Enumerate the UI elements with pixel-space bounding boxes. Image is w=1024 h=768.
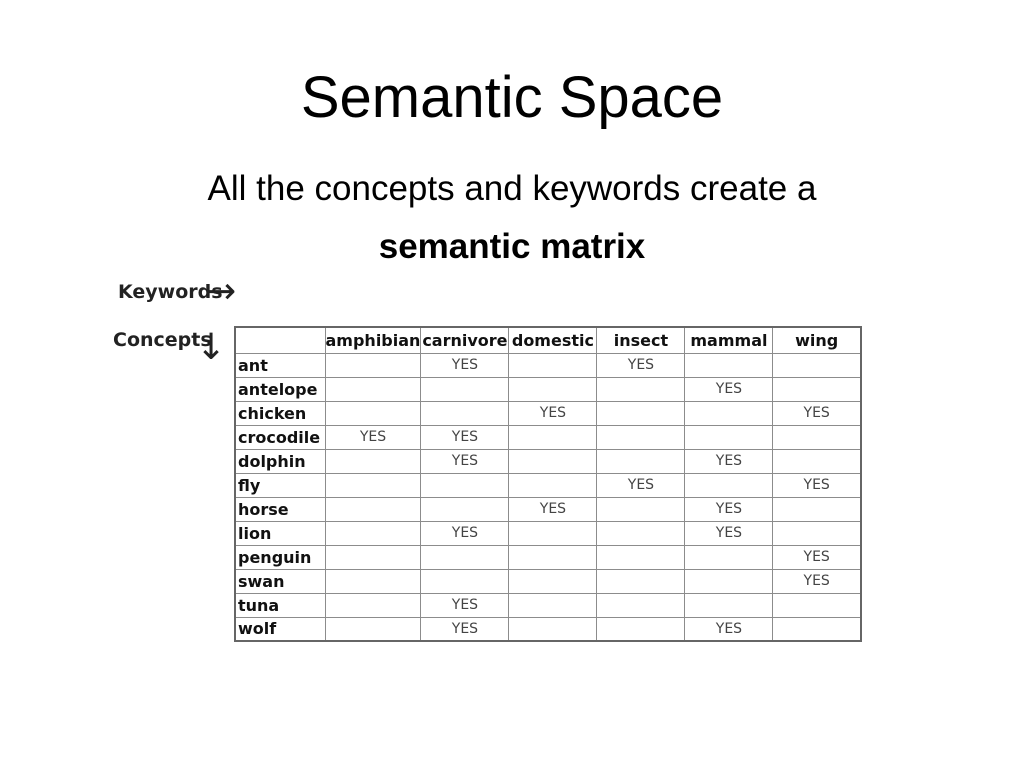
matrix-cell-tuna-domestic	[509, 593, 597, 617]
table-row	[235, 497, 861, 521]
keyword-header-wing: wing	[773, 327, 861, 353]
concept-label-swan: swan	[235, 569, 325, 593]
matrix-cell-penguin-wing: YES	[773, 545, 861, 569]
matrix-cell-horse-carnivore	[421, 497, 509, 521]
matrix-cell-swan-carnivore	[421, 569, 509, 593]
keywords-label: Keywords	[118, 281, 223, 303]
semantic-matrix-table	[234, 326, 862, 642]
arrow-right-icon: →	[206, 271, 237, 312]
matrix-cell-ant-carnivore: YES	[421, 353, 509, 377]
matrix-cell-horse-amphibian	[325, 497, 421, 521]
matrix-cell-swan-wing: YES	[773, 569, 861, 593]
matrix-cell-crocodile-carnivore: YES	[421, 425, 509, 449]
matrix-cell-ant-insect: YES	[597, 353, 685, 377]
matrix-cell-wolf-wing	[773, 617, 861, 641]
matrix-cell-penguin-domestic	[509, 545, 597, 569]
concept-label-wolf: wolf	[235, 617, 325, 641]
table-row	[235, 449, 861, 473]
matrix-cell-crocodile-insect	[597, 425, 685, 449]
matrix-cell-lion-insect	[597, 521, 685, 545]
concept-label-antelope: antelope	[235, 377, 325, 401]
matrix-cell-fly-insect: YES	[597, 473, 685, 497]
arrow-down-icon: ↓	[196, 327, 227, 368]
matrix-cell-crocodile-amphibian: YES	[325, 425, 421, 449]
matrix-cell-penguin-carnivore	[421, 545, 509, 569]
matrix-cell-antelope-mammal: YES	[685, 377, 773, 401]
table-row	[235, 569, 861, 593]
slide-subtitle-emphasis: semantic matrix	[378, 227, 646, 266]
matrix-cell-dolphin-mammal: YES	[685, 449, 773, 473]
matrix-cell-wolf-amphibian	[325, 617, 421, 641]
matrix-cell-ant-amphibian	[325, 353, 421, 377]
slide-subtitle: All the concepts and keywords create a	[207, 169, 817, 208]
matrix-cell-penguin-amphibian	[325, 545, 421, 569]
matrix-cell-chicken-wing: YES	[773, 401, 861, 425]
matrix-cell-lion-amphibian	[325, 521, 421, 545]
matrix-cell-crocodile-domestic	[509, 425, 597, 449]
matrix-cell-swan-amphibian	[325, 569, 421, 593]
concept-label-tuna: tuna	[235, 593, 325, 617]
matrix-cell-horse-mammal: YES	[685, 497, 773, 521]
concept-label-ant: ant	[235, 353, 325, 377]
keyword-header-insect: insect	[597, 327, 685, 353]
matrix-cell-antelope-domestic	[509, 377, 597, 401]
matrix-cell-penguin-insect	[597, 545, 685, 569]
matrix-cell-swan-domestic	[509, 569, 597, 593]
table-row	[235, 401, 861, 425]
table-row	[235, 377, 861, 401]
matrix-cell-crocodile-mammal	[685, 425, 773, 449]
matrix-cell-fly-carnivore	[421, 473, 509, 497]
concepts-label: Concepts	[113, 329, 212, 351]
matrix-cell-chicken-amphibian	[325, 401, 421, 425]
matrix-cell-tuna-mammal	[685, 593, 773, 617]
matrix-cell-fly-mammal	[685, 473, 773, 497]
table-row	[235, 545, 861, 569]
table-row	[235, 473, 861, 497]
matrix-cell-fly-amphibian	[325, 473, 421, 497]
matrix-cell-antelope-amphibian	[325, 377, 421, 401]
matrix-cell-tuna-carnivore: YES	[421, 593, 509, 617]
matrix-cell-swan-insect	[597, 569, 685, 593]
matrix-cell-horse-domestic: YES	[509, 497, 597, 521]
table-row	[235, 521, 861, 545]
matrix-cell-wolf-mammal: YES	[685, 617, 773, 641]
matrix-cell-dolphin-amphibian	[325, 449, 421, 473]
matrix-cell-chicken-mammal	[685, 401, 773, 425]
matrix-cell-penguin-mammal	[685, 545, 773, 569]
table-row	[235, 593, 861, 617]
keyword-header-amphibian: amphibian	[325, 327, 421, 353]
matrix-cell-fly-domestic	[509, 473, 597, 497]
table-row	[235, 617, 861, 641]
matrix-cell-horse-wing	[773, 497, 861, 521]
concept-label-chicken: chicken	[235, 401, 325, 425]
concept-label-dolphin: dolphin	[235, 449, 325, 473]
matrix-cell-crocodile-wing	[773, 425, 861, 449]
matrix-cell-ant-domestic	[509, 353, 597, 377]
keyword-header-domestic: domestic	[509, 327, 597, 353]
concept-label-penguin: penguin	[235, 545, 325, 569]
matrix-cell-dolphin-wing	[773, 449, 861, 473]
keyword-header-carnivore: carnivore	[421, 327, 509, 353]
table-row	[235, 425, 861, 449]
matrix-cell-lion-domestic	[509, 521, 597, 545]
matrix-cell-wolf-carnivore: YES	[421, 617, 509, 641]
matrix-cell-wolf-insect	[597, 617, 685, 641]
matrix-cell-antelope-carnivore	[421, 377, 509, 401]
matrix-cell-swan-mammal	[685, 569, 773, 593]
table-row	[235, 353, 861, 377]
concept-label-lion: lion	[235, 521, 325, 545]
matrix-corner-cell	[235, 327, 325, 353]
matrix-cell-lion-wing	[773, 521, 861, 545]
slide-title: Semantic Space	[300, 65, 724, 130]
keyword-header-mammal: mammal	[685, 327, 773, 353]
matrix-cell-wolf-domestic	[509, 617, 597, 641]
matrix-cell-chicken-insect	[597, 401, 685, 425]
matrix-cell-antelope-wing	[773, 377, 861, 401]
concept-label-horse: horse	[235, 497, 325, 521]
matrix-cell-dolphin-carnivore: YES	[421, 449, 509, 473]
matrix-cell-horse-insect	[597, 497, 685, 521]
matrix-cell-chicken-carnivore	[421, 401, 509, 425]
matrix-cell-dolphin-insect	[597, 449, 685, 473]
matrix-cell-lion-carnivore: YES	[421, 521, 509, 545]
matrix-cell-chicken-domestic: YES	[509, 401, 597, 425]
matrix-cell-fly-wing: YES	[773, 473, 861, 497]
concept-label-crocodile: crocodile	[235, 425, 325, 449]
matrix-body	[235, 353, 861, 641]
matrix-cell-antelope-insect	[597, 377, 685, 401]
matrix-cell-tuna-amphibian	[325, 593, 421, 617]
matrix-cell-ant-wing	[773, 353, 861, 377]
matrix-cell-dolphin-domestic	[509, 449, 597, 473]
matrix-cell-tuna-wing	[773, 593, 861, 617]
matrix-cell-ant-mammal	[685, 353, 773, 377]
matrix-header-row	[235, 327, 861, 353]
concept-label-fly: fly	[235, 473, 325, 497]
matrix-cell-tuna-insect	[597, 593, 685, 617]
matrix-cell-lion-mammal: YES	[685, 521, 773, 545]
